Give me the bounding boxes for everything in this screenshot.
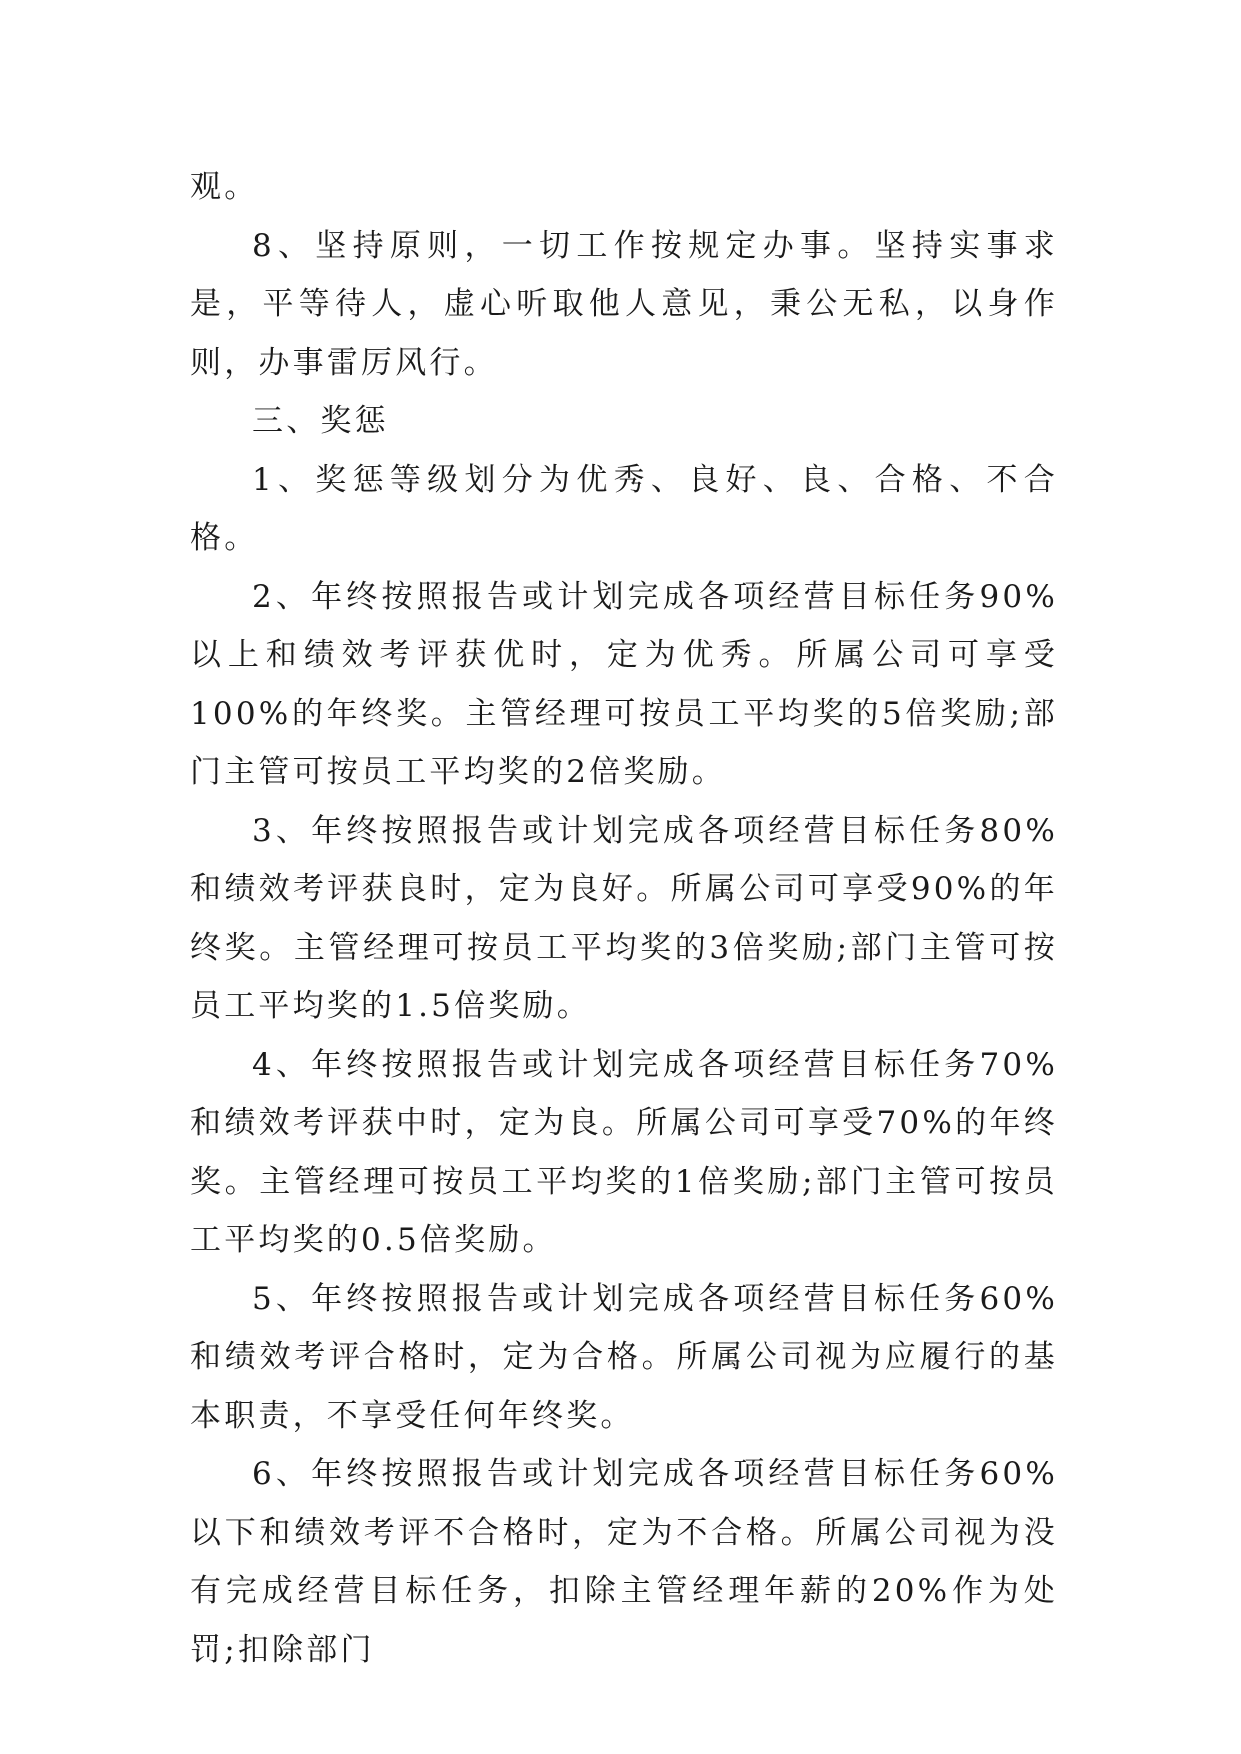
paragraph-item-8: 8、坚持原则，一切工作按规定办事。坚持实事求是，平等待人，虚心听取他人意见，秉公无私，以身作则，办事雷厉风行。 (190, 227, 1058, 381)
paragraph-reward-3: 3、年终按照报告或计划完成各项经营目标任务80%和绩效考评获良时，定为良好。所属公司可享受90%的年终奖。主管经理可按员工平均奖的3倍奖励;部门主管可按员工平均奖的1.5倍奖励。 (190, 812, 1058, 1024)
paragraph-reward-5: 5、年终按照报告或计划完成各项经营目标任务60%和绩效考评合格时，定为合格。所属公司视为应履行的基本职责，不享受任何年终奖。 (190, 1280, 1058, 1434)
paragraph-reward-4: 4、年终按照报告或计划完成各项经营目标任务70%和绩效考评获中时，定为良。所属公司可享受70%的年终奖。主管经理可按员工平均奖的1倍奖励;部门主管可按员工平均奖的0.5倍奖励。 (190, 1046, 1058, 1258)
paragraph-reward-6: 6、年终按照报告或计划完成各项经营目标任务60%以下和绩效考评不合格时，定为不合格。所属公司视为没有完成经营目标任务，扣除主管经理年薪的20%作为处罚;扣除部门 (190, 1456, 1058, 1668)
paragraph-reward-1: 1、奖惩等级划分为优秀、良好、良、合格、不合格。 (190, 461, 1058, 556)
section-heading-rewards-penalties: 三、奖惩 (252, 403, 389, 439)
paragraph-reward-2: 2、年终按照报告或计划完成各项经营目标任务90%以上和绩效考评获优时，定为优秀。所属公司可享受100%的年终奖。主管经理可按员工平均奖的5倍奖励;部门主管可按员工平均奖的2倍奖励。 (190, 578, 1058, 790)
document-body (190, 158, 1058, 1679)
paragraph-continuation: 观。 (190, 169, 259, 205)
